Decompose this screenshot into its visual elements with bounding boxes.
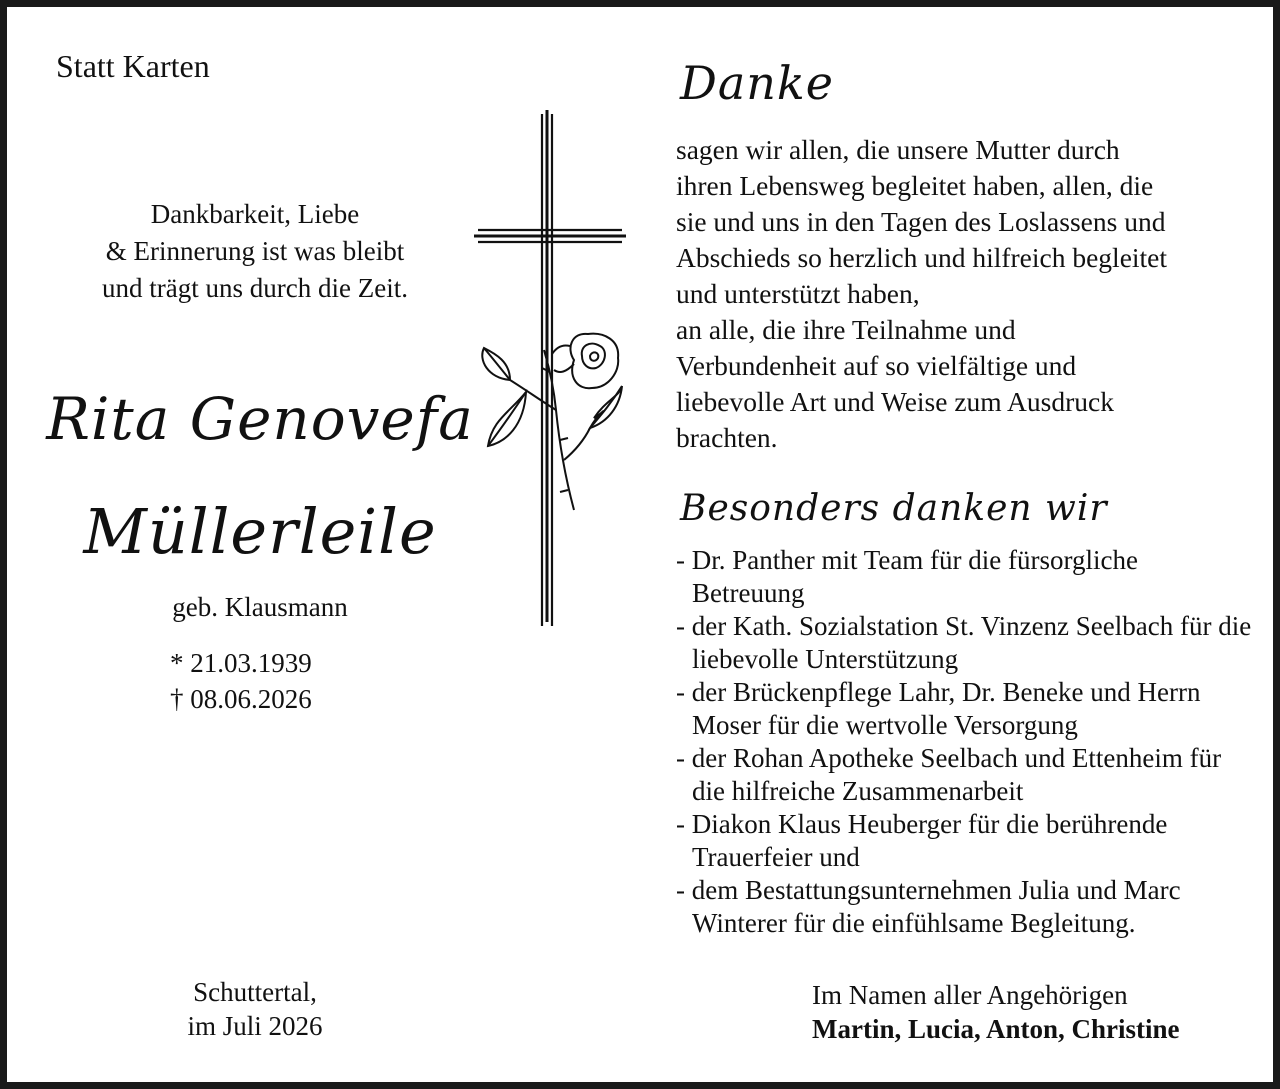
place-and-date	[120, 975, 390, 1043]
special-thanks-list	[676, 544, 1256, 940]
list-item: - der Rohan Apotheke Seelbach und Ettenheim für die hilfreiche Zusammenarbeit	[676, 743, 1222, 806]
thanks-line: Verbundenheit auf so vielfältige und	[676, 350, 1077, 381]
thanks-line: brachten.	[676, 422, 778, 453]
thanks-heading: Danke	[680, 56, 835, 110]
thanks-line: und unterstützt haben,	[676, 278, 920, 309]
thanks-line: liebevolle Art und Weise zum Ausdruck	[676, 386, 1114, 417]
motto-line: und trägt uns durch die Zeit.	[102, 273, 408, 303]
signoff	[812, 978, 1180, 1046]
birth-name: geb. Klausmann	[172, 592, 348, 622]
special-thanks-heading: Besonders danken wir	[680, 488, 1108, 529]
thanks-paragraph	[676, 132, 1246, 456]
deceased-first-names: Rita Genovefa	[46, 385, 474, 453]
thanks-line: sie und uns in den Tagen des Loslassens und	[676, 206, 1166, 237]
list-item: - Dr. Panther mit Team für die fürsorgliche Betreuung	[676, 545, 1138, 608]
motto-line: Dankbarkeit, Liebe	[150, 199, 360, 229]
thanks-line: Abschieds so herzlich und hilfreich begleitet	[676, 242, 1168, 273]
list-item: - dem Bestattungsunternehmen Julia und Marc Winterer für die einfühlsame Begleitung.	[676, 875, 1181, 938]
list-item: - Diakon Klaus Heuberger für die berührende Trauerfeier und	[676, 809, 1168, 872]
place-line: Schuttertal,	[193, 977, 317, 1007]
motto-line: & Erinnerung ist was bleibt	[105, 236, 405, 266]
thanks-line: ihren Lebensweg begleitet haben, allen, die	[676, 170, 1154, 201]
motto-quote	[60, 196, 450, 307]
date-line: im Juli 2026	[187, 1011, 323, 1041]
list-item: - der Brückenpflege Lahr, Dr. Beneke und Herrn Moser für die wertvolle Versorgung	[676, 677, 1201, 740]
list-item: - der Kath. Sozialstation St. Vinzenz Seelbach für die liebevolle Unterstützung	[676, 611, 1252, 674]
cross-with-rose-illustration	[470, 110, 630, 630]
death-date: † 08.06.2026	[170, 684, 312, 714]
signoff-line: Im Namen aller Angehörigen	[812, 980, 1128, 1010]
statt-karten-label: Statt Karten	[56, 48, 210, 84]
birth-date: * 21.03.1939	[170, 648, 312, 678]
deceased-surname: Müllerleile	[83, 495, 437, 568]
thanks-line: an alle, die ihre Teilnahme und	[676, 314, 1016, 345]
signoff-names: Martin, Lucia, Anton, Christine	[812, 1014, 1180, 1044]
thanks-line: sagen wir allen, die unsere Mutter durch	[676, 134, 1120, 165]
